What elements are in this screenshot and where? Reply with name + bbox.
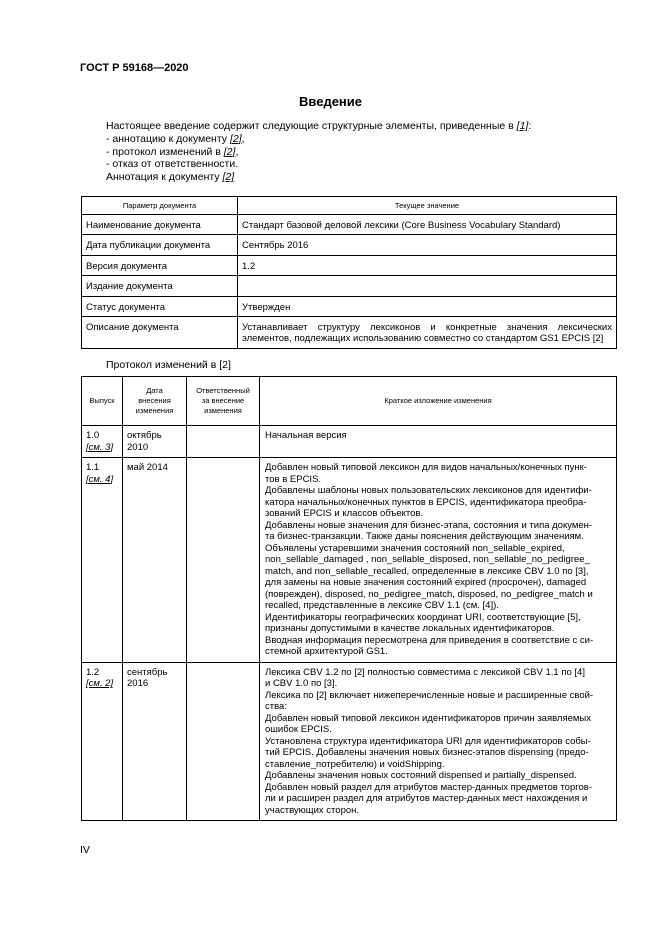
date-cell: сентябрь 2016	[123, 662, 187, 821]
intro-item: - отказ от ответственности.	[106, 158, 239, 171]
release-cell: 1.0 [см. 3]	[82, 426, 123, 458]
intro-item: - протокол изменений в [2],	[106, 145, 239, 158]
header-summary: Краткое изложение изменения	[260, 377, 617, 426]
document-params-table	[81, 196, 617, 349]
intro-block	[106, 120, 531, 184]
summary-cell: Начальная версия	[260, 426, 617, 458]
intro-item-ref: [2]	[229, 132, 242, 145]
params-header-row	[82, 197, 617, 215]
summary-cell: Лексика CBV 1.2 по [2] полностью совместима с лексикой CBV 1.1 по [4] и CBV 1.0 по [3]. Лексика по [2] включает нижеперечисленные новые и расширенные свой- ства: Добавлен новый типовой лексикон идентификаторов причин заявляемых ошибок EPCIS. Установлена структура идентификатора URI для идентификаторов собы- тий EPCIS. Добавлены значения новых бизнес-этапов dispensing (предо- ставление_потребителю) и voidShipping. Добавлены значения новых состояний dispensed и partially_dispensed. Добавлен новый раздел для атрибутов мастер-данных предметов торгов- ли и расширен раздел для атрибутов мастер-данных мест нахождения и участвующих сторон.	[260, 662, 617, 821]
table-row	[82, 296, 617, 316]
table-row	[82, 317, 617, 349]
changes-protocol-table	[81, 376, 617, 821]
param-value: Утвержден	[238, 296, 617, 316]
page-number: IV	[80, 844, 90, 856]
date-cell: май 2014	[123, 458, 187, 663]
standard-code: ГОСТ Р 59168—2020	[80, 62, 189, 74]
param-name: Дата публикации документа	[82, 235, 238, 255]
intro-item: - аннотацию к документу [2],	[106, 132, 245, 145]
table-row	[82, 662, 617, 821]
section-title: Введение	[299, 94, 362, 109]
param-value	[238, 276, 617, 296]
table-row	[82, 458, 617, 663]
date-cell: октябрь 2010	[123, 426, 187, 458]
annotation-ref: [2]	[222, 171, 235, 184]
params-header-param: Параметр документа	[82, 197, 238, 215]
header-responsible: Ответственный за внесение изменения	[187, 377, 260, 426]
responsible-cell	[187, 458, 260, 663]
param-value: Сентябрь 2016	[238, 235, 617, 255]
table-row	[82, 426, 617, 458]
release-ref: [см. 2]	[86, 678, 114, 689]
intro-lead-ref: [1]	[516, 120, 529, 132]
release-ref: [см. 3]	[86, 441, 114, 453]
annotation-label: Аннотация к документу [2]	[106, 171, 235, 184]
changes-label: Протокол изменений в [2]	[106, 359, 231, 371]
release-cell: 1.2 [см. 2]	[82, 662, 123, 821]
intro-lead: Настоящее введение содержит следующие структурные элементы, приведенные в [1]:	[106, 120, 532, 132]
param-name: Издание документа	[82, 276, 238, 296]
release-ref: [см. 4]	[86, 473, 114, 485]
table-row	[82, 276, 617, 296]
table-row	[82, 235, 617, 255]
responsible-cell	[187, 426, 260, 458]
header-release: Выпуск	[82, 377, 123, 426]
param-value: Устанавливает структуру лексиконов и конкретные значения лексических элементов, подлежащих использованию совместно со стандартом GS1 EPCIS [2]	[238, 317, 617, 349]
responsible-cell	[187, 662, 260, 821]
summary-cell: Добавлен новый типовой лексикон для видов начальных/конечных пунк- тов в EPCIS. Добавлены шаблоны новых пользовательских лексиконов для идентифи- катора начальных/конечных пунктов в EPCIS, идентификатора преобра- зований EPCIS и классов объектов. Добавлены новые значения для бизнес-этапа, состояния и типа докумен- та бизнес-транзакции. Также даны пояснения действующим значениям. Объявлены устаревшими значения состояний non_sellable_expired, non_sellable_damaged , non_sellable_disposed, non_sellable_no_pedigree_ match, and non_sellable_recalled, определенные в лексике CBV 1.0 по [3], для замены на новые значения состояний expired (просрочен), damaged (поврежден), disposed, no_pedigree_match, disposed, no_pedigree_match и recalled, представленные в лексике CBV 1.1 (см. [4]). Идентификаторы географических координат URI, соответствующие [5], признаны допустимыми в качестве локальных идентификаторов. Вводная информация пересмотрена для приведения в соответствие с си- стемной архитектурой GS1.	[260, 458, 617, 663]
header-date: Дата внесения изменения	[123, 377, 187, 426]
table-row	[82, 255, 617, 275]
param-name: Наименование документа	[82, 215, 238, 235]
param-name: Статус документа	[82, 296, 238, 316]
param-value: 1.2	[238, 255, 617, 275]
param-value: Стандарт базовой деловой лексики (Core Business Vocabulary Standard)	[238, 215, 617, 235]
table-row	[82, 215, 617, 235]
param-name: Описание документа	[82, 317, 238, 349]
changes-header-row	[82, 377, 617, 426]
release-cell: 1.1 [см. 4]	[82, 458, 123, 663]
intro-item-ref: [2]	[223, 145, 236, 158]
params-header-value: Текущее значение	[238, 197, 617, 215]
param-name: Версия документа	[82, 255, 238, 275]
